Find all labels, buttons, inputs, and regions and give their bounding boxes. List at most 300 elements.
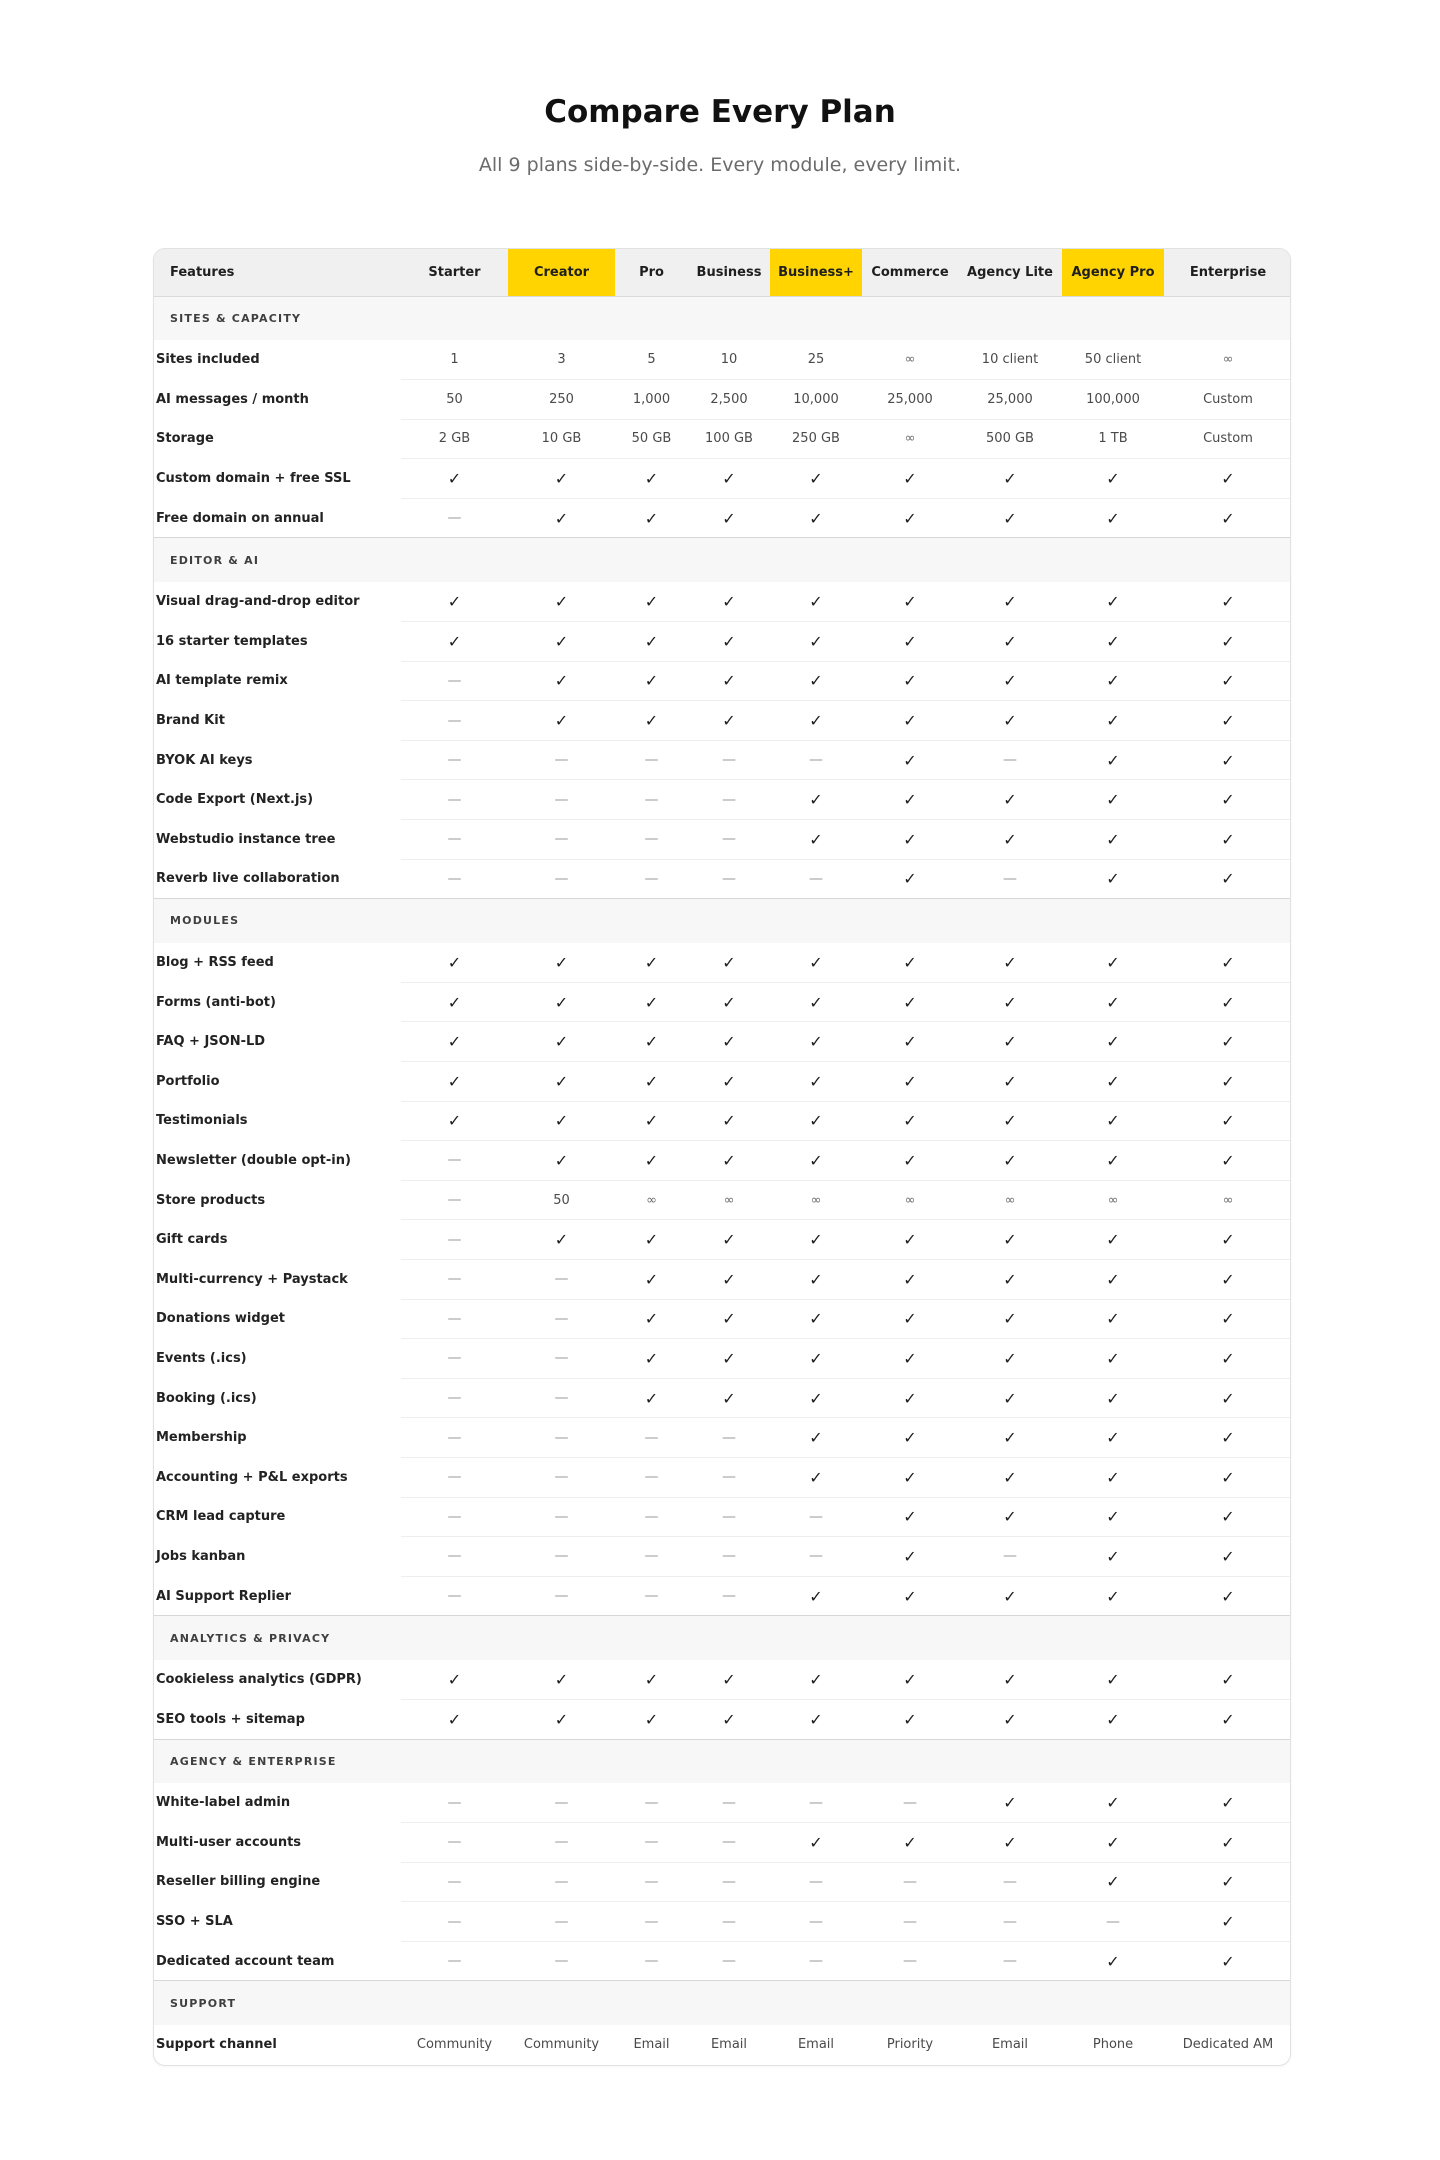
included-cell <box>615 498 688 538</box>
feature-label: Blog + RSS feed <box>156 954 274 970</box>
value-text: 50 GB <box>631 431 672 447</box>
feature-label: BYOK AI keys <box>156 752 253 768</box>
included-cell <box>508 1101 615 1141</box>
table-row <box>154 1941 1291 1981</box>
included-cell <box>401 1699 508 1739</box>
not-included-cell <box>958 1862 1062 1902</box>
included-cell <box>615 1699 688 1739</box>
check-icon: ✓ <box>447 1669 462 1689</box>
not-included-cell <box>958 740 1062 780</box>
not-included-cell <box>401 1457 508 1497</box>
check-icon: ✓ <box>903 1269 917 1289</box>
included-cell <box>1164 1022 1291 1062</box>
check-icon: ✓ <box>1003 1032 1017 1052</box>
check-icon: ✓ <box>644 1669 659 1689</box>
check-icon: ✓ <box>722 1388 736 1408</box>
included-cell <box>862 1660 958 1700</box>
table-row <box>154 943 1291 983</box>
included-cell <box>688 1378 770 1418</box>
check-icon: ✓ <box>809 1586 823 1606</box>
included-cell <box>862 859 958 899</box>
dash-icon: — <box>809 1508 823 1525</box>
included-cell <box>1164 1576 1291 1616</box>
check-icon: ✓ <box>554 1150 569 1170</box>
included-cell <box>862 943 958 983</box>
dash-icon: — <box>447 1350 462 1367</box>
included-cell <box>1164 943 1291 983</box>
included-cell <box>770 622 862 662</box>
check-icon: ✓ <box>1106 1586 1120 1606</box>
table-row <box>154 1022 1291 1062</box>
check-icon: ✓ <box>1003 1348 1017 1368</box>
dash-icon: — <box>1003 1873 1017 1890</box>
included-cell <box>401 982 508 1022</box>
included-cell <box>862 1339 958 1379</box>
check-icon: ✓ <box>1221 1546 1235 1566</box>
not-included-cell <box>508 820 615 860</box>
included-cell <box>615 1101 688 1141</box>
not-included-cell <box>688 740 770 780</box>
not-included-cell <box>615 1576 688 1616</box>
value-cell <box>770 419 862 459</box>
check-icon: ✓ <box>1221 1793 1235 1813</box>
section-title: SUPPORT <box>154 1981 1291 2025</box>
check-icon: ✓ <box>1003 1586 1017 1606</box>
check-icon: ✓ <box>903 1150 917 1170</box>
feature-label: Booking (.ics) <box>156 1390 257 1406</box>
included-cell <box>862 1259 958 1299</box>
check-icon: ✓ <box>644 1150 659 1170</box>
not-included-cell <box>688 1862 770 1902</box>
check-icon: ✓ <box>1106 1709 1120 1729</box>
check-icon: ✓ <box>644 508 659 528</box>
dash-icon: — <box>554 1350 569 1367</box>
included-cell <box>958 622 1062 662</box>
check-icon: ✓ <box>809 1071 823 1091</box>
included-cell <box>1164 1537 1291 1577</box>
included-cell <box>770 1576 862 1616</box>
features-column-header: Features <box>154 249 401 296</box>
section-header-row <box>154 1739 1291 1783</box>
dash-icon: — <box>447 1834 462 1851</box>
value-cell <box>1164 419 1291 459</box>
check-icon: ✓ <box>903 1388 917 1408</box>
included-cell <box>1164 701 1291 741</box>
included-cell <box>958 943 1062 983</box>
value-cell <box>508 1180 615 1220</box>
value-text: 50 client <box>1084 352 1142 368</box>
included-cell <box>1164 780 1291 820</box>
included-cell <box>1062 622 1164 662</box>
included-cell <box>508 943 615 983</box>
dash-icon: — <box>644 1429 659 1446</box>
value-cell <box>615 2025 688 2065</box>
dash-icon: — <box>722 1873 736 1890</box>
not-included-cell <box>401 498 508 538</box>
table-row <box>154 1378 1291 1418</box>
included-cell <box>688 582 770 622</box>
included-cell <box>615 982 688 1022</box>
included-cell <box>615 1220 688 1260</box>
check-icon: ✓ <box>1106 1071 1120 1091</box>
unlimited-cell <box>862 340 958 380</box>
feature-label: Storage <box>156 431 214 447</box>
included-cell <box>958 1378 1062 1418</box>
check-icon: ✓ <box>1221 671 1235 691</box>
check-icon: ✓ <box>1221 1669 1235 1689</box>
included-cell <box>1062 1339 1164 1379</box>
check-icon: ✓ <box>1106 1793 1120 1813</box>
dash-icon: — <box>554 870 569 887</box>
check-icon: ✓ <box>903 1709 917 1729</box>
check-icon: ✓ <box>1003 1230 1017 1250</box>
check-icon: ✓ <box>1106 1150 1120 1170</box>
included-cell <box>770 1101 862 1141</box>
dash-icon: — <box>447 1429 462 1446</box>
check-icon: ✓ <box>809 592 823 612</box>
infinity-icon: ∞ <box>904 431 916 447</box>
section-header-row <box>154 296 1291 340</box>
included-cell <box>401 1062 508 1102</box>
dash-icon: — <box>644 752 659 769</box>
not-included-cell <box>770 1783 862 1823</box>
not-included-cell <box>401 1418 508 1458</box>
value-text: 250 <box>549 391 574 407</box>
check-icon: ✓ <box>1221 1150 1235 1170</box>
not-included-cell <box>615 1862 688 1902</box>
dash-icon: — <box>447 510 462 527</box>
dash-icon: — <box>722 1588 736 1605</box>
included-cell <box>862 622 958 662</box>
section-title: MODULES <box>154 899 1291 943</box>
check-icon: ✓ <box>554 1032 569 1052</box>
dash-icon: — <box>447 791 462 808</box>
not-included-cell <box>688 1537 770 1577</box>
check-icon: ✓ <box>1003 671 1017 691</box>
included-cell <box>770 1141 862 1181</box>
check-icon: ✓ <box>722 1709 736 1729</box>
dash-icon: — <box>903 1953 917 1970</box>
feature-label: Free domain on annual <box>156 510 324 526</box>
included-cell <box>1164 1902 1291 1942</box>
value-text: 10 <box>720 352 738 368</box>
included-cell <box>1062 1457 1164 1497</box>
check-icon: ✓ <box>1221 1912 1235 1932</box>
included-cell <box>958 1339 1062 1379</box>
check-icon: ✓ <box>1221 992 1235 1012</box>
table-row <box>154 1862 1291 1902</box>
not-included-cell <box>508 1378 615 1418</box>
dash-icon: — <box>554 1913 569 1930</box>
included-cell <box>1164 1101 1291 1141</box>
included-cell <box>770 982 862 1022</box>
included-cell <box>688 1299 770 1339</box>
check-icon: ✓ <box>1003 1428 1017 1448</box>
table-row <box>154 1660 1291 1700</box>
check-icon: ✓ <box>644 671 659 691</box>
table-row <box>154 582 1291 622</box>
included-cell <box>958 1783 1062 1823</box>
included-cell <box>770 1259 862 1299</box>
included-cell <box>958 1101 1062 1141</box>
feature-label: Jobs kanban <box>156 1548 246 1564</box>
dash-icon: — <box>722 1913 736 1930</box>
not-included-cell <box>958 1537 1062 1577</box>
check-icon: ✓ <box>1106 1348 1120 1368</box>
feature-label: FAQ + JSON-LD <box>156 1034 266 1050</box>
included-cell <box>615 1378 688 1418</box>
included-cell <box>862 780 958 820</box>
check-icon: ✓ <box>1003 1669 1017 1689</box>
comparison-table-card <box>153 248 1291 2066</box>
check-icon: ✓ <box>1106 711 1120 731</box>
not-included-cell <box>615 820 688 860</box>
value-text: Custom <box>1203 431 1253 447</box>
value-cell <box>401 2025 508 2065</box>
value-cell <box>615 380 688 420</box>
dash-icon: — <box>809 1913 823 1930</box>
check-icon: ✓ <box>447 469 462 489</box>
feature-label: SSO + SLA <box>156 1914 233 1930</box>
check-icon: ✓ <box>903 1111 917 1131</box>
check-icon: ✓ <box>1221 1111 1235 1131</box>
dash-icon: — <box>554 791 569 808</box>
not-included-cell <box>770 740 862 780</box>
included-cell <box>508 459 615 499</box>
included-cell <box>1062 820 1164 860</box>
check-icon: ✓ <box>644 1230 659 1250</box>
dash-icon: — <box>644 791 659 808</box>
not-included-cell <box>688 1902 770 1942</box>
value-cell <box>401 380 508 420</box>
not-included-cell <box>688 1457 770 1497</box>
not-included-cell <box>688 1783 770 1823</box>
included-cell <box>958 498 1062 538</box>
check-icon: ✓ <box>903 1586 917 1606</box>
value-text: 1 TB <box>1098 431 1128 447</box>
check-icon: ✓ <box>644 1111 659 1131</box>
dash-icon: — <box>447 1913 462 1930</box>
included-cell <box>770 661 862 701</box>
included-cell <box>615 459 688 499</box>
check-icon: ✓ <box>554 469 569 489</box>
included-cell <box>770 780 862 820</box>
not-included-cell <box>862 1941 958 1981</box>
included-cell <box>770 498 862 538</box>
table-row <box>154 380 1291 420</box>
check-icon: ✓ <box>1106 829 1120 849</box>
table-row <box>154 498 1291 538</box>
dash-icon: — <box>809 752 823 769</box>
check-icon: ✓ <box>903 790 917 810</box>
table-row <box>154 340 1291 380</box>
dash-icon: — <box>554 831 569 848</box>
included-cell <box>1164 661 1291 701</box>
included-cell <box>1164 1418 1291 1458</box>
included-cell <box>615 1660 688 1700</box>
not-included-cell <box>508 1457 615 1497</box>
value-cell <box>770 2025 862 2065</box>
dash-icon: — <box>644 1588 659 1605</box>
check-icon: ✓ <box>1106 952 1120 972</box>
included-cell <box>770 1062 862 1102</box>
unlimited-cell <box>862 1180 958 1220</box>
check-icon: ✓ <box>809 1832 823 1852</box>
check-icon: ✓ <box>554 1709 569 1729</box>
value-cell <box>688 340 770 380</box>
dash-icon: — <box>554 1271 569 1288</box>
check-icon: ✓ <box>1003 952 1017 972</box>
check-icon: ✓ <box>1106 1269 1120 1289</box>
section-header-row <box>154 538 1291 582</box>
check-icon: ✓ <box>554 1230 569 1250</box>
check-icon: ✓ <box>903 1309 917 1329</box>
value-text: 25,000 <box>887 391 933 407</box>
value-cell <box>1164 2025 1291 2065</box>
check-icon: ✓ <box>722 469 736 489</box>
included-cell <box>615 582 688 622</box>
check-icon: ✓ <box>1221 631 1235 651</box>
check-icon: ✓ <box>1221 1230 1235 1250</box>
check-icon: ✓ <box>644 992 659 1012</box>
table-row <box>154 622 1291 662</box>
section-title: SITES & CAPACITY <box>154 296 1291 340</box>
dash-icon: — <box>554 1834 569 1851</box>
included-cell <box>401 459 508 499</box>
unlimited-cell <box>770 1180 862 1220</box>
not-included-cell <box>401 1497 508 1537</box>
included-cell <box>1062 1062 1164 1102</box>
dash-icon: — <box>554 752 569 769</box>
value-text: 500 GB <box>986 431 1034 447</box>
feature-label: Portfolio <box>156 1073 220 1089</box>
table-row <box>154 1339 1291 1379</box>
dash-icon: — <box>447 1152 462 1169</box>
value-cell <box>1062 419 1164 459</box>
included-cell <box>958 1497 1062 1537</box>
not-included-cell <box>401 1537 508 1577</box>
feature-label: CRM lead capture <box>156 1509 286 1525</box>
not-included-cell <box>770 1497 862 1537</box>
check-icon: ✓ <box>554 671 569 691</box>
not-included-cell <box>508 1941 615 1981</box>
check-icon: ✓ <box>809 631 823 651</box>
check-icon: ✓ <box>903 829 917 849</box>
included-cell <box>508 661 615 701</box>
feature-label: Cookieless analytics (GDPR) <box>156 1671 362 1687</box>
table-row <box>154 701 1291 741</box>
table-row <box>154 1783 1291 1823</box>
included-cell <box>615 1141 688 1181</box>
included-cell <box>958 459 1062 499</box>
check-icon: ✓ <box>1221 1951 1235 1971</box>
check-icon: ✓ <box>1221 750 1235 770</box>
table-header-row <box>154 249 1291 296</box>
included-cell <box>1062 1576 1164 1616</box>
not-included-cell <box>770 1941 862 1981</box>
included-cell <box>862 1062 958 1102</box>
check-icon: ✓ <box>722 1230 736 1250</box>
infinity-icon: ∞ <box>904 1192 916 1208</box>
check-icon: ✓ <box>1106 508 1120 528</box>
check-icon: ✓ <box>1106 631 1120 651</box>
value-text: 100,000 <box>1086 391 1140 407</box>
value-cell <box>1062 340 1164 380</box>
check-icon: ✓ <box>809 790 823 810</box>
check-icon: ✓ <box>809 1428 823 1448</box>
included-cell <box>1164 1062 1291 1102</box>
included-cell <box>958 1699 1062 1739</box>
check-icon: ✓ <box>644 952 659 972</box>
table-row <box>154 1823 1291 1863</box>
included-cell <box>1062 1022 1164 1062</box>
dash-icon: — <box>447 672 462 689</box>
not-included-cell <box>401 1141 508 1181</box>
check-icon: ✓ <box>809 1467 823 1487</box>
dash-icon: — <box>809 1953 823 1970</box>
check-icon: ✓ <box>809 1388 823 1408</box>
included-cell <box>1164 1699 1291 1739</box>
not-included-cell <box>508 1576 615 1616</box>
feature-label: Store products <box>156 1192 266 1208</box>
check-icon: ✓ <box>1221 1348 1235 1368</box>
dash-icon: — <box>447 1588 462 1605</box>
dash-icon: — <box>722 1469 736 1486</box>
not-included-cell <box>862 1862 958 1902</box>
plan-header-pro: Pro <box>615 249 688 296</box>
included-cell <box>770 582 862 622</box>
feature-label: Testimonials <box>156 1113 248 1129</box>
dash-icon: — <box>722 1953 736 1970</box>
included-cell <box>1164 622 1291 662</box>
included-cell <box>1164 1220 1291 1260</box>
infinity-icon: ∞ <box>646 1192 657 1208</box>
value-cell <box>862 2025 958 2065</box>
not-included-cell <box>508 1339 615 1379</box>
included-cell <box>688 1660 770 1700</box>
included-cell <box>1164 1299 1291 1339</box>
check-icon: ✓ <box>554 952 569 972</box>
check-icon: ✓ <box>554 1111 569 1131</box>
value-text: Email <box>633 2037 670 2053</box>
included-cell <box>958 582 1062 622</box>
feature-label: Multi-user accounts <box>156 1834 302 1850</box>
value-text: 25,000 <box>987 391 1033 407</box>
value-text: 2 GB <box>438 431 471 447</box>
dash-icon: — <box>809 1794 823 1811</box>
table-row <box>154 1299 1291 1339</box>
check-icon: ✓ <box>644 592 659 612</box>
table-row <box>154 1101 1291 1141</box>
dash-icon: — <box>447 1953 462 1970</box>
feature-label: Code Export (Next.js) <box>156 792 314 808</box>
check-icon: ✓ <box>722 711 736 731</box>
check-icon: ✓ <box>1221 829 1235 849</box>
not-included-cell <box>401 701 508 741</box>
included-cell <box>770 1022 862 1062</box>
dash-icon: — <box>722 752 736 769</box>
check-icon: ✓ <box>1221 1467 1235 1487</box>
included-cell <box>1164 498 1291 538</box>
feature-label: Forms (anti-bot) <box>156 994 276 1010</box>
table-row <box>154 780 1291 820</box>
included-cell <box>1164 1660 1291 1700</box>
check-icon: ✓ <box>1003 592 1017 612</box>
dash-icon: — <box>1003 752 1017 769</box>
dash-icon: — <box>722 1548 736 1565</box>
included-cell <box>770 701 862 741</box>
not-included-cell <box>688 1418 770 1458</box>
